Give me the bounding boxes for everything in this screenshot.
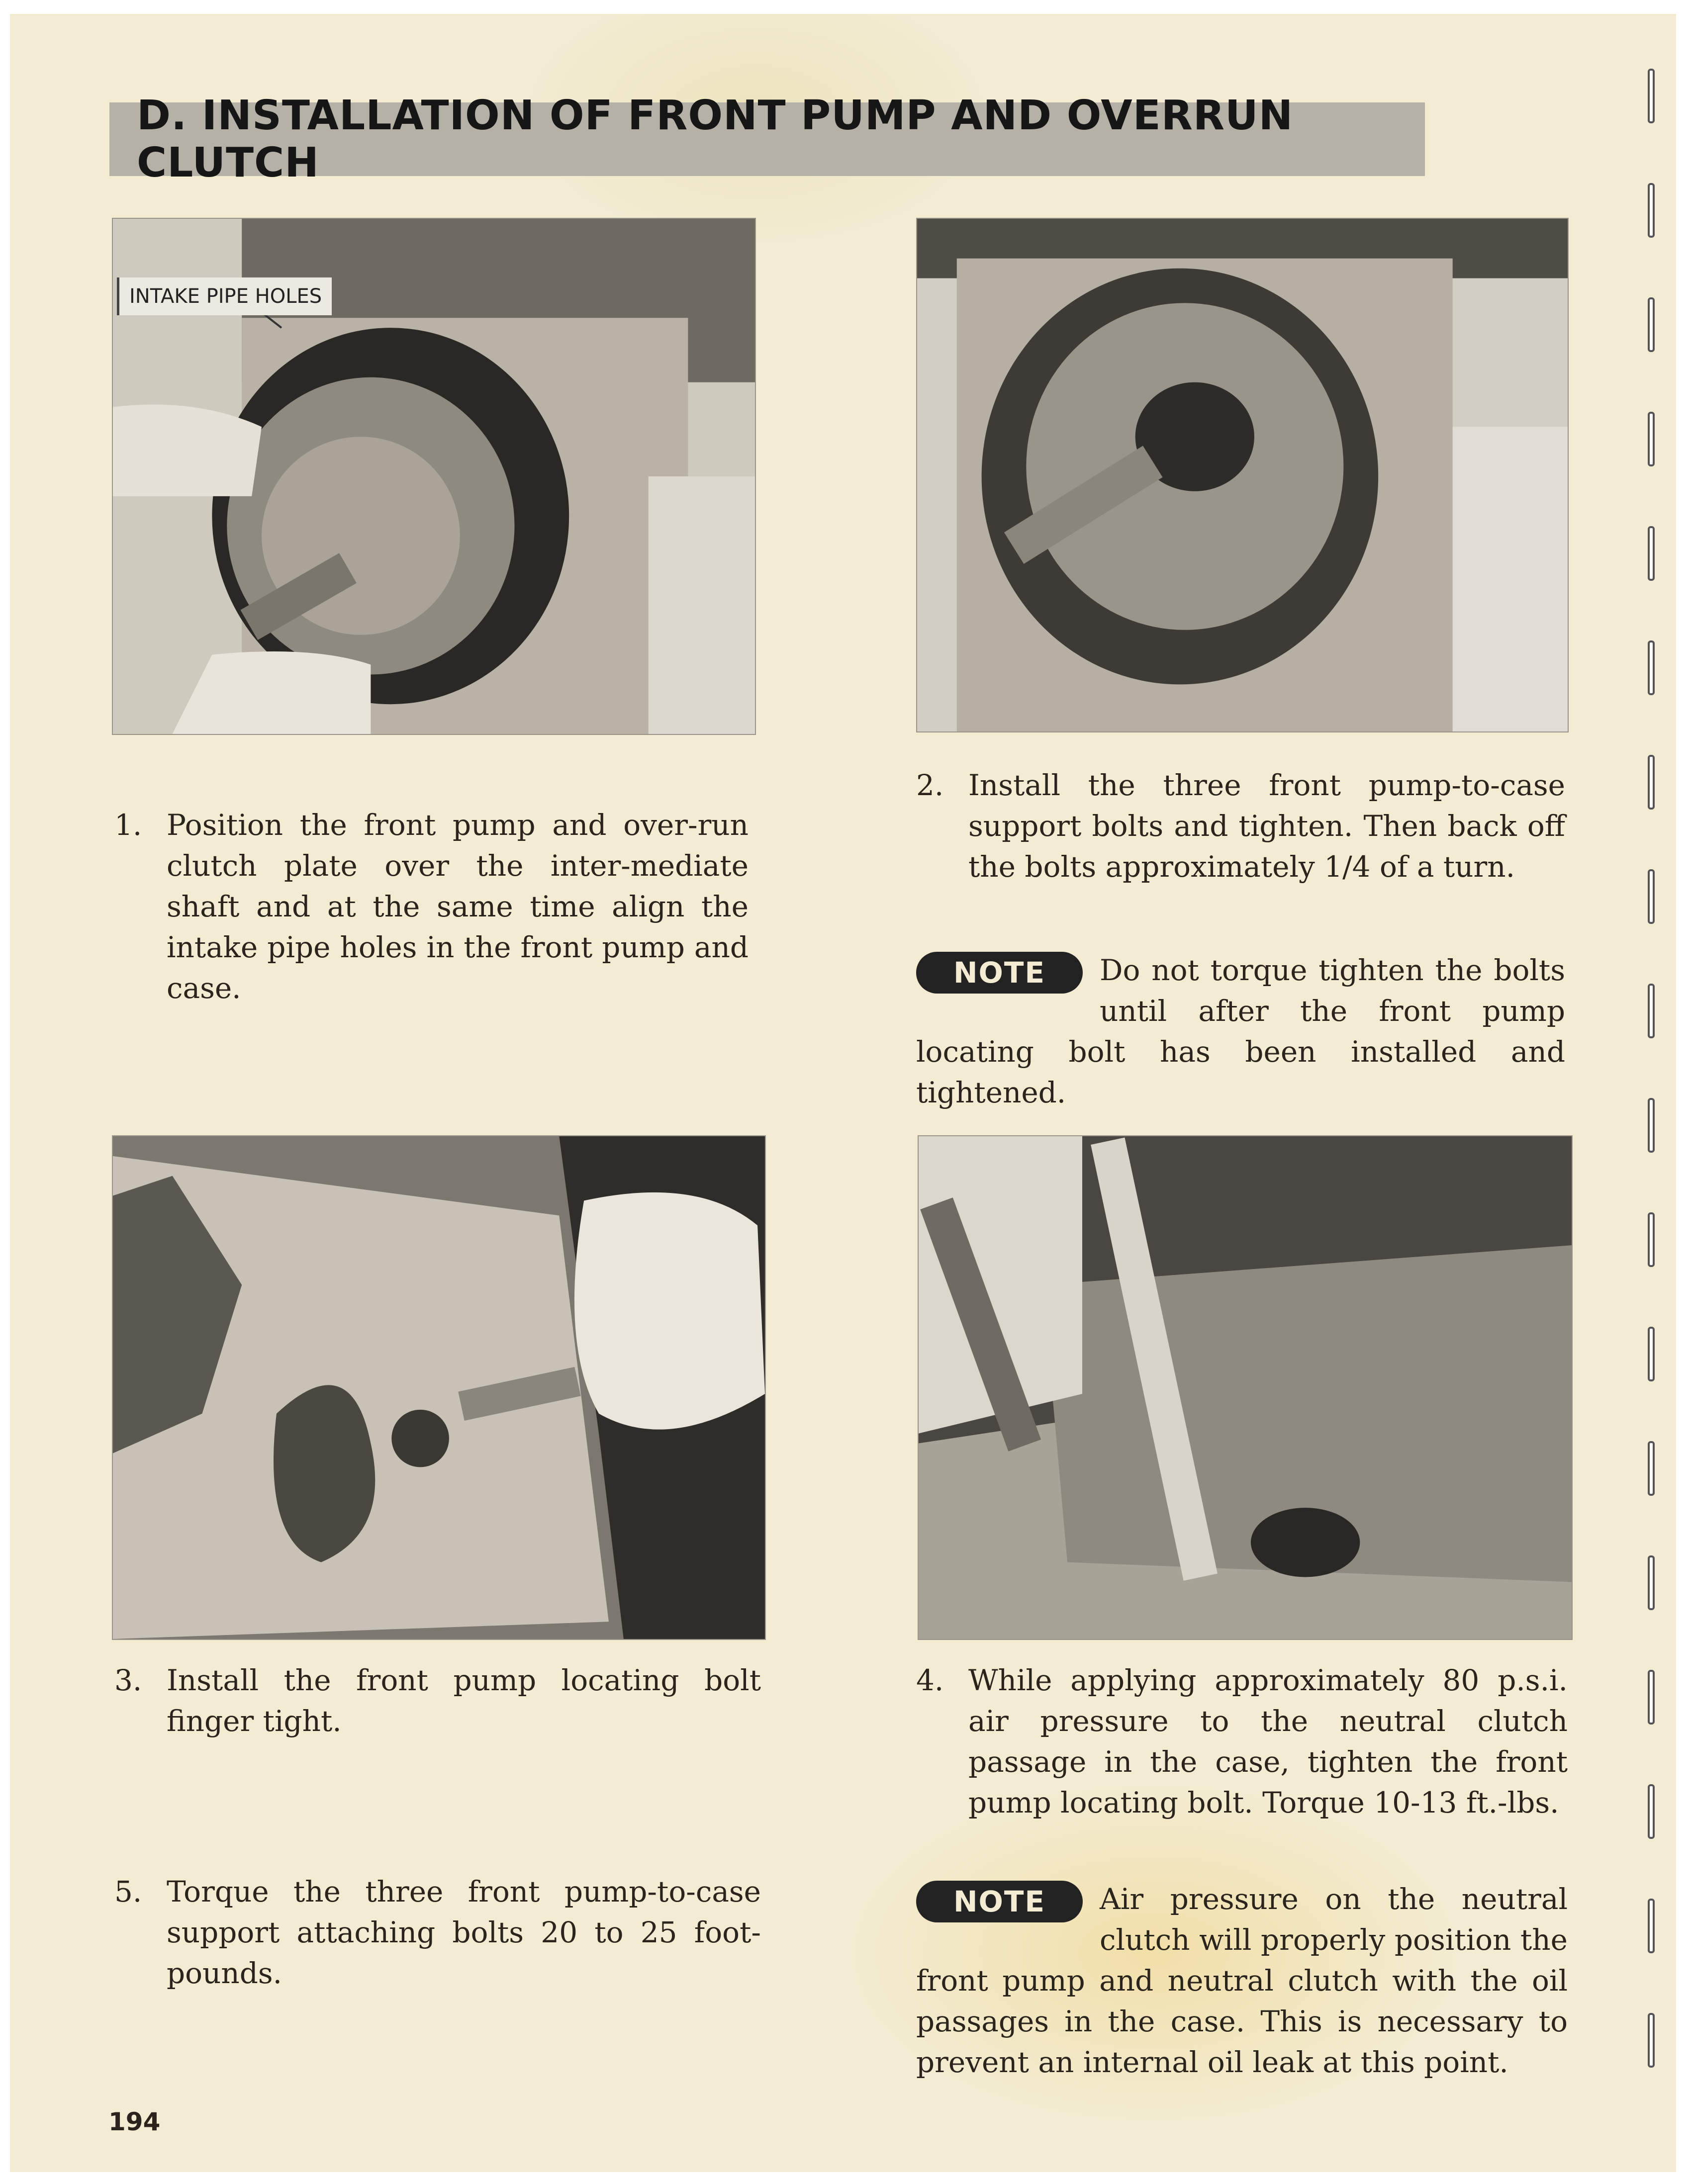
step-text: Torque the three front pump-to-case support attaching bolts 20 to 25 foot-pounds. xyxy=(167,1875,761,1990)
binder-mark xyxy=(1648,1555,1655,1610)
step-number: 5. xyxy=(114,1875,142,1909)
binder-mark xyxy=(1648,2013,1655,2068)
binder-mark xyxy=(1648,1784,1655,1839)
step-text: Position the front pump and over-run clutch plate over the inter-mediate shaft and at the same time align the intake pipe holes in the front pump and case. xyxy=(167,808,749,1005)
binder-mark xyxy=(1648,1327,1655,1381)
note-text: Air pressure on the neutral clutch will properly position the front pump and neutral clutch with the oil passages in the case. This is necessary to prevent an internal oil leak at this point. xyxy=(916,1882,1568,2079)
note-badge: NOTE xyxy=(916,1881,1083,1922)
step-number: 1. xyxy=(114,808,142,842)
intake-pipe-holes-callout: INTAKE PIPE HOLES xyxy=(117,277,332,315)
step-text: Install the three front pump-to-case support bolts and tighten. Then back off the bolts approximately 1/4 of a turn. xyxy=(968,768,1565,884)
photo-2-pump-installed xyxy=(916,218,1569,732)
step-text: While applying approximately 80 p.s.i. air pressure to the neutral clutch passage in the case, tighten the front pump locating bolt. Torque 10-13 ft.-lbs. xyxy=(968,1663,1568,1820)
binder-mark xyxy=(1648,412,1655,466)
note-badge: NOTE xyxy=(916,952,1083,994)
step-number: 4. xyxy=(916,1663,944,1697)
binder-mark xyxy=(1648,1098,1655,1153)
note-1 xyxy=(916,950,1565,1113)
binder-mark xyxy=(1648,69,1655,123)
photo-4-air-pressure-torque xyxy=(918,1135,1573,1640)
step-number: 2. xyxy=(916,768,944,802)
binder-mark xyxy=(1648,640,1655,695)
step-4 xyxy=(916,1660,1568,1823)
photo-3-locating-bolt xyxy=(112,1135,766,1640)
binder-mark xyxy=(1648,297,1655,352)
binder-hole-marks xyxy=(1648,69,1662,2132)
binder-mark xyxy=(1648,984,1655,1038)
section-title: D. INSTALLATION OF FRONT PUMP AND OVERRUN CLUTCH xyxy=(137,92,1294,186)
binder-mark xyxy=(1648,1441,1655,1496)
binder-mark xyxy=(1648,183,1655,238)
step-1 xyxy=(114,805,749,1008)
binder-mark xyxy=(1648,755,1655,810)
step-3 xyxy=(114,1660,761,1741)
step-text: Install the front pump locating bolt finger tight. xyxy=(167,1663,761,1738)
binder-mark xyxy=(1648,869,1655,924)
binder-mark xyxy=(1648,1212,1655,1267)
binder-mark xyxy=(1648,526,1655,581)
step-number: 3. xyxy=(114,1663,142,1697)
step-5 xyxy=(114,1871,761,1994)
manual-page xyxy=(10,14,1676,2172)
page-number: 194 xyxy=(108,2107,161,2136)
note-text: Do not torque tighten the bolts until after the front pump locating bolt has been installed and tightened. xyxy=(916,953,1565,1109)
binder-mark xyxy=(1648,1899,1655,1953)
binder-mark xyxy=(1648,1670,1655,1725)
section-header xyxy=(109,92,1425,186)
note-2 xyxy=(916,1879,1568,2083)
step-2 xyxy=(916,765,1565,887)
